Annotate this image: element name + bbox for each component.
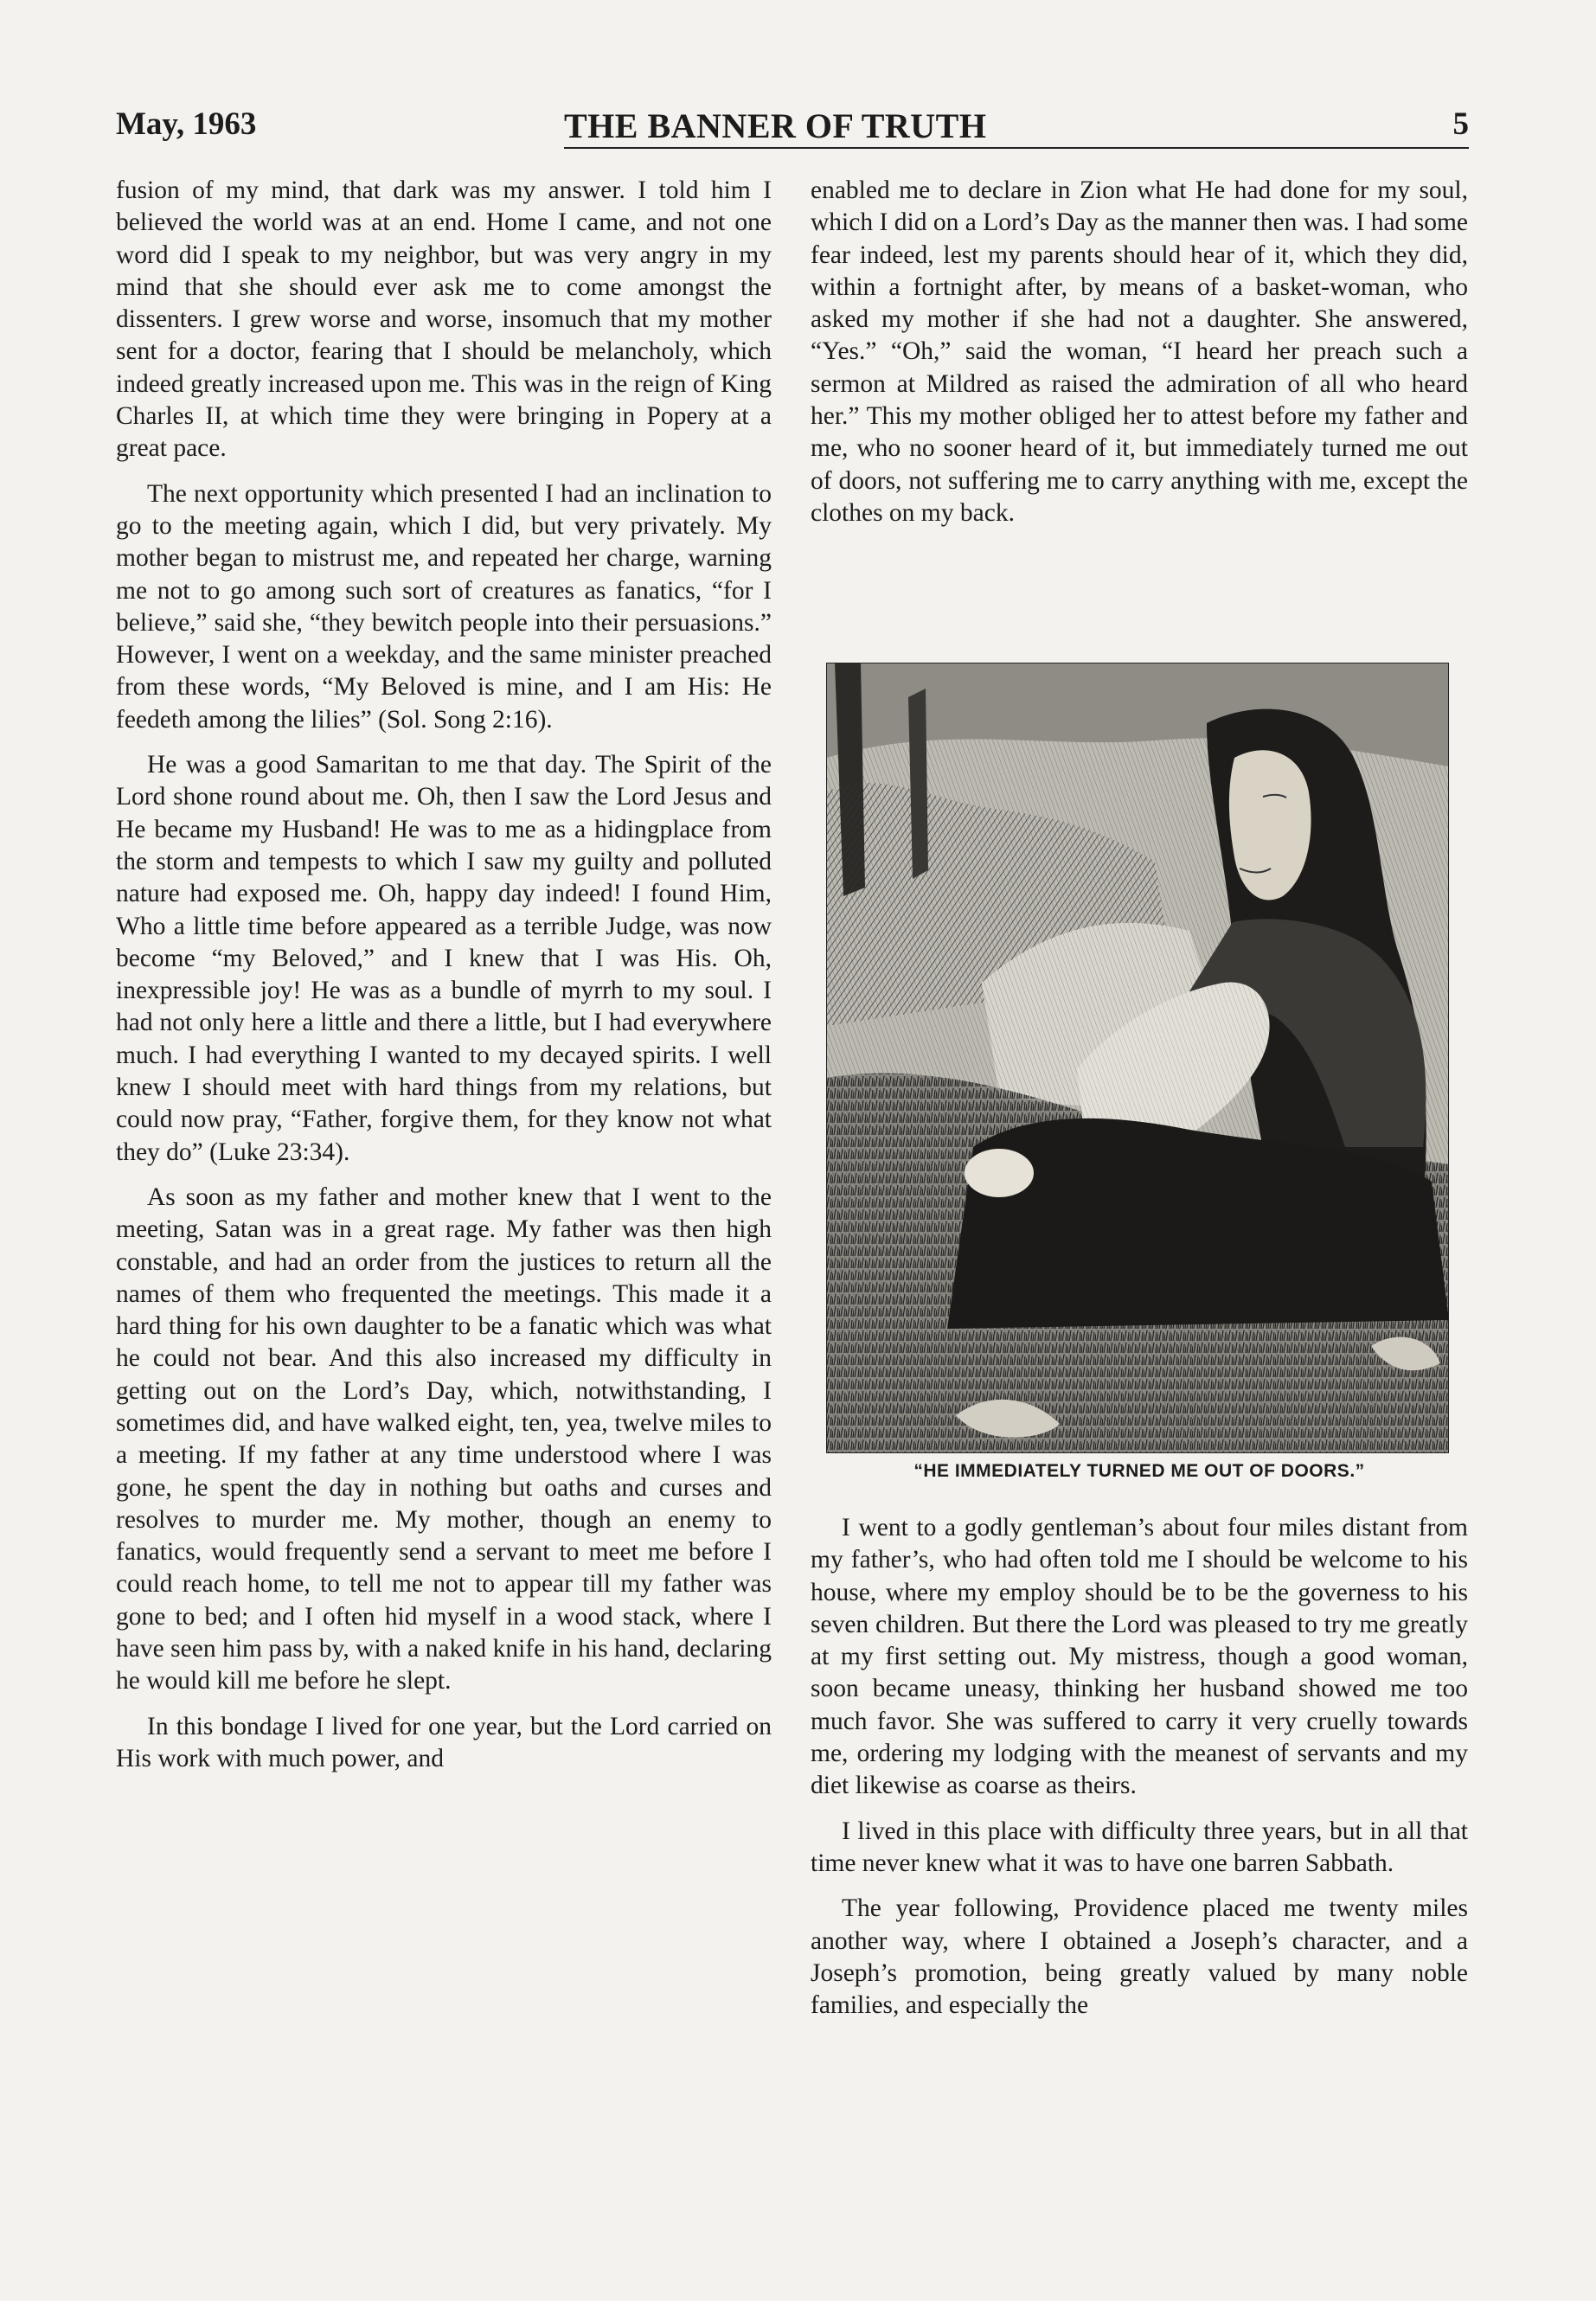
page-header	[116, 106, 1469, 151]
publication-title: THE BANNER OF TRUTH	[564, 106, 987, 145]
paragraph: enabled me to declare in Zion what He had done for my soul, which I did on a Lord’s Day as the manner then was. I had some fear indeed, lest my parents should hear of it, which they did, within a fortnight after, by means of a basket-woman, who asked my mother if she had not a daughter. She answered, “Yes.” “Oh,” said the woman, “I heard her preach such a sermon at Mildred as raised the admiration of all who heard her.” This my mother obliged her to attest before my father and me, who no sooner heard of it, but immediately turned me out of doors, not suffering me to carry anything with me, except the clothes on my back.	[811, 176, 1468, 527]
right-column-top	[811, 175, 1468, 542]
paragraph: I lived in this place with difficulty three years, but in all that time never knew what it was to have one barren Sabbath.	[811, 1817, 1468, 1877]
paragraph: The next opportunity which presented I had an inclination to go to the meeting again, which I did, but very privately. My mother began to mistrust me, and repeated her charge, warning me not to go among such sort of creatures as fanatics, “for I believe,” said she, “they bewitch people into their persuasions.” However, I went on a weekday, and the same minister preached from these words, “My Beloved is mine, and I am His: He feedeth among the lilies” (Sol. Song 2:16).	[116, 479, 772, 734]
paragraph: He was a good Samaritan to me that day. The Spirit of the Lord shone round about me. Oh, then I saw the Lord Jesus and He became my Husband! He was to me as a hidingplace from the storm and tempests to which I saw my guilty and polluted nature had exposed me. Oh, happy day indeed! I found Him, Who a little time before appeared as a terrible Judge, was now become “my Beloved,” and I knew that I was His. Oh, inexpressible joy! He was as a bundle of myrrh to my soul. I had not only here a little and there a little, but I had everywhere much. I had everything I wanted to my decayed spirits. I well knew I should meet with hard things from my relations, but could now pray, “Father, forgive them, for they know not what they do” (Luke 23:34).	[116, 751, 772, 1166]
paragraph: As soon as my father and mother knew that I went to the meeting, Satan was in a great rage. My father was then high constable, and had an order from the justices to return all the names of them who frequented the meetings. This made it a hard thing for his own daughter to be a fanatic which was what he could not bear. And this also increased my difficulty in getting out on the Lord’s Day, which, notwithstanding, I sometimes did, and have walked eight, ten, yea, twelve miles to a meeting. If my father at any time understood where I was gone, he spent the day in nothing but oaths and curses and resolves to murder me. My mother, though an enemy to fanatics, would frequently send a servant to meet me before I could reach home, to tell me not to appear till my father was gone to bed; and I often hid myself in a wood stack, where I have seen him pass by, with a naked knife in his hand, declaring he would kill me before he slept.	[116, 1183, 772, 1695]
engraving-illustration	[826, 663, 1449, 1453]
engraving-image	[826, 663, 1449, 1453]
paragraph: In this bondage I lived for one year, but the Lord carried on His work with much power, and	[116, 1712, 772, 1772]
paragraph: fusion of my mind, that dark was my answer. I told him I believed the world was at an end. Home I came, and not one word did I speak to my neighbor, but was very angry in my mind that she should ever ask me to come amongst the dissenters. I grew worse and worse, insomuch that my mother sent for a doctor, fearing that I should be melancholy, which indeed greatly increased upon me. This was in the reign of King Charles II, at which time they were bringing in Popery at a great pace.	[116, 176, 772, 463]
header-rule	[564, 147, 1469, 149]
left-column	[116, 175, 772, 1788]
page-number: 5	[1452, 106, 1469, 142]
issue-date: May, 1963	[116, 106, 257, 142]
paragraph: The year following, Providence placed me twenty miles another way, where I obtained a Joseph’s character, and a Joseph’s promotion, being greatly valued by many noble families, and especially the	[811, 1894, 1468, 2020]
paragraph: I went to a godly gentleman’s about four miles distant from my father’s, who had often told me I should be welcome to his house, where my employ should be to be the governess to his seven children. But there the Lord was pleased to try me greatly at my first setting out. My mistress, though a good woman, soon became uneasy, thinking her husband showed me too much favor. She was suffered to carry it very cruelly towards me, ordering my lodging with the meanest of servants and my diet likewise as coarse as theirs.	[811, 1514, 1468, 1800]
figure-caption: “HE IMMEDIATELY TURNED ME OUT OF DOORS.”	[913, 1461, 1365, 1481]
right-column-bottom	[811, 1512, 1468, 2035]
